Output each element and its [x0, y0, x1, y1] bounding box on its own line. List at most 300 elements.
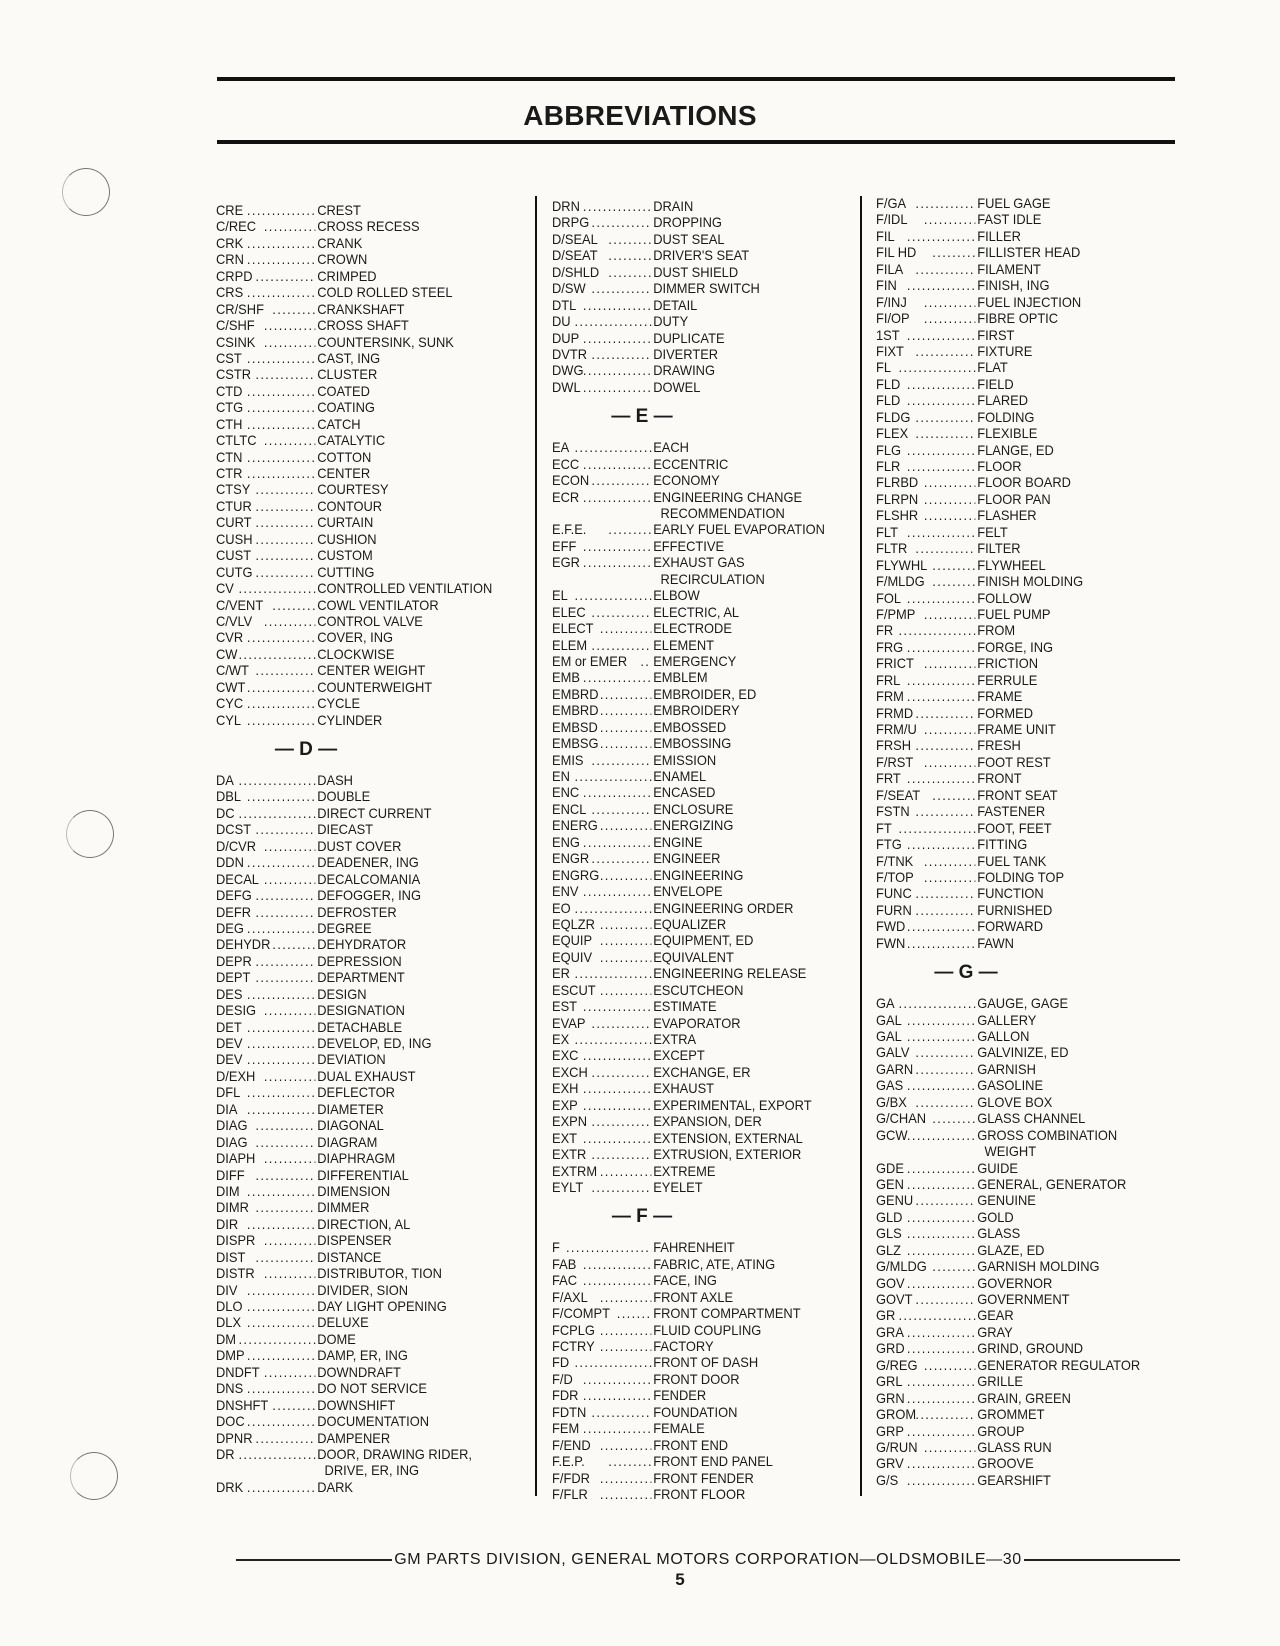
abbreviation-meaning: ENGINE — [653, 833, 703, 850]
abbreviation-entry — [216, 772, 510, 788]
dot-leader — [924, 853, 976, 869]
abbreviation-entry — [552, 949, 837, 965]
abbreviation: ESCUT — [552, 981, 596, 998]
abbreviation-entry — [552, 297, 837, 313]
abbreviation-meaning: CURTAIN — [317, 514, 374, 531]
abbreviation: CTG — [216, 399, 244, 416]
abbreviation-meaning: EMERGENCY — [653, 652, 737, 669]
dot-leader — [907, 1028, 975, 1044]
dot-leader — [247, 1380, 315, 1396]
abbreviation: DCST — [216, 821, 252, 838]
dot-leader — [600, 686, 652, 702]
abbreviation-entry — [876, 1275, 1170, 1291]
abbreviation-meaning: EXCHANGE, ER — [653, 1063, 751, 1080]
abbreviation-meaning: EQUIPMENT, ED — [653, 932, 754, 949]
abbreviation-meaning: DESIGNATION — [317, 1002, 405, 1019]
dot-leader — [600, 982, 652, 998]
dot-leader — [583, 489, 651, 505]
dot-leader — [247, 383, 315, 399]
abbreviation-meaning: GOLD — [977, 1208, 1014, 1225]
abbreviation-entry — [876, 507, 1170, 523]
abbreviation-entry — [216, 1249, 510, 1265]
abbreviation-entry — [552, 752, 837, 768]
abbreviation: ELECT — [552, 620, 594, 637]
dot-leader — [255, 366, 315, 382]
abbreviation: FDTN — [552, 1403, 587, 1420]
abbreviation-entry — [216, 284, 510, 300]
abbreviation-entry — [876, 1357, 1170, 1373]
abbreviation-entry — [876, 1324, 1170, 1340]
abbreviation: DR — [216, 1445, 235, 1462]
dot-leader — [608, 247, 651, 263]
abbreviation: FCPLG — [552, 1321, 595, 1338]
abbreviation-meaning: GENERATOR REGULATOR — [977, 1356, 1141, 1373]
abbreviation-meaning: FRAME UNIT — [977, 721, 1056, 737]
abbreviation-continuation — [216, 1462, 510, 1478]
abbreviation: G/REG — [876, 1356, 918, 1373]
abbreviation-entry — [216, 1068, 510, 1084]
abbreviation-entry — [552, 867, 837, 883]
dot-leader — [255, 268, 315, 284]
abbreviation: EXP — [552, 1096, 578, 1113]
abbreviation-meaning: GLASS RUN — [977, 1438, 1052, 1455]
abbreviation-entry — [876, 885, 1170, 901]
abbreviation-entry — [216, 465, 510, 481]
abbreviation-meaning: GUIDE — [977, 1159, 1018, 1176]
abbreviation: GAL — [876, 1011, 902, 1028]
dot-leader — [255, 904, 315, 920]
dot-leader — [600, 949, 652, 965]
abbreviation-entry — [876, 1061, 1170, 1077]
abbreviation-entry — [876, 1472, 1170, 1488]
abbreviation: CRK — [216, 234, 244, 251]
abbreviation-meaning: CYCLE — [317, 695, 361, 712]
dot-leader — [898, 622, 975, 638]
abbreviation-meaning: FELT — [977, 523, 1008, 540]
abbreviation-meaning: FRICTION — [977, 655, 1039, 672]
abbreviation-entry — [216, 871, 510, 887]
abbreviation-meaning: RECOMMENDATION — [660, 505, 785, 521]
abbreviation: CSTR — [216, 366, 252, 383]
abbreviation: DWG — [552, 362, 584, 379]
abbreviation: EQLZR — [552, 915, 595, 932]
abbreviation: DEHYDR — [216, 936, 271, 953]
abbreviation-entry — [216, 986, 510, 1002]
dot-leader — [907, 1077, 975, 1093]
dot-leader — [932, 244, 975, 260]
dot-leader — [907, 1455, 975, 1471]
section-heading: — D — — [274, 739, 338, 760]
abbreviation-entry — [216, 1347, 510, 1363]
abbreviation-entry — [876, 540, 1170, 556]
abbreviation-meaning: GARNISH — [977, 1060, 1036, 1077]
abbreviation-entry — [552, 1031, 837, 1047]
dot-leader — [583, 883, 651, 899]
dot-leader — [591, 604, 651, 620]
dot-leader — [247, 1282, 315, 1298]
abbreviation: C/VENT — [216, 596, 264, 613]
abbreviation-entry — [876, 836, 1170, 852]
abbreviation: EGR — [552, 554, 580, 571]
abbreviation-entry — [552, 719, 837, 735]
abbreviation: FLRPN — [876, 490, 919, 507]
abbreviation-meaning: FAST IDLE — [977, 211, 1042, 228]
abbreviation-entry — [216, 854, 510, 870]
abbreviation-entry — [876, 1242, 1170, 1258]
abbreviation: EX — [552, 1031, 570, 1047]
abbreviation-entry — [876, 1406, 1170, 1422]
abbreviation-entry — [876, 1176, 1170, 1192]
abbreviation-meaning: DIMENSION — [317, 1182, 391, 1199]
abbreviation-entry — [216, 218, 510, 234]
abbreviation-meaning: GASOLINE — [977, 1077, 1044, 1094]
dot-leader — [247, 1051, 315, 1067]
abbreviation-meaning: EXPANSION, DER — [653, 1113, 762, 1130]
abbreviation-entry — [552, 1420, 837, 1436]
abbreviation-entry — [876, 474, 1170, 490]
abbreviation-entry — [876, 1390, 1170, 1406]
dot-leader — [247, 1479, 315, 1495]
abbreviation-entry — [552, 702, 837, 718]
abbreviation: DLX — [216, 1314, 242, 1331]
abbreviation-entry — [552, 900, 837, 916]
abbreviation-meaning: DUTY — [653, 313, 689, 330]
abbreviation-meaning: DIVERTER — [653, 345, 719, 362]
abbreviation-meaning: FOLLOW — [977, 589, 1032, 606]
abbreviation-entry — [552, 1486, 837, 1502]
abbreviation: FRT — [876, 770, 901, 787]
dot-leader — [264, 1232, 316, 1248]
abbreviation: D/SHLD — [552, 263, 600, 280]
abbreviation-meaning: EMBOSSING — [653, 735, 732, 752]
abbreviation-meaning: FRONT SEAT — [977, 786, 1058, 803]
abbreviation-entry — [876, 770, 1170, 786]
abbreviation: GLS — [876, 1225, 902, 1242]
dot-leader — [255, 821, 315, 837]
abbreviation: CWT — [216, 678, 246, 695]
abbreviation-meaning: EARLY FUEL EVAPORATION — [653, 521, 825, 538]
dot-leader — [583, 1387, 651, 1403]
dot-leader — [907, 1340, 975, 1356]
dot-leader — [247, 854, 315, 870]
abbreviation-meaning: DISTRIBUTOR, TION — [317, 1265, 442, 1282]
abbreviation: GA — [876, 995, 895, 1012]
abbreviation: C/VLV — [216, 612, 253, 629]
abbreviation: CTLTC — [216, 432, 257, 449]
abbreviation-meaning: CUSHION — [317, 530, 377, 547]
abbreviation-meaning: FIXTURE — [977, 342, 1033, 359]
dot-leader — [924, 869, 976, 885]
abbreviation: EXCH — [552, 1063, 588, 1080]
abbreviation: DFL — [216, 1084, 241, 1101]
abbreviation-meaning: DISTANCE — [317, 1248, 382, 1265]
dot-leader — [583, 554, 651, 570]
abbreviation-meaning: GALLON — [977, 1028, 1030, 1044]
dot-leader — [600, 1163, 652, 1179]
abbreviation-entry — [876, 590, 1170, 606]
abbreviation-entry — [552, 768, 837, 784]
abbreviation-entry — [216, 1265, 510, 1281]
abbreviation-meaning: FINISH, ING — [977, 277, 1050, 294]
dot-leader — [591, 214, 651, 230]
dot-leader — [591, 1064, 651, 1080]
dot-leader — [272, 936, 315, 952]
abbreviation-entry — [216, 662, 510, 678]
abbreviation-entry — [876, 244, 1170, 260]
dot-leader — [924, 721, 976, 737]
abbreviation-meaning: GEARSHIFT — [977, 1471, 1051, 1488]
abbreviation: CURT — [216, 514, 252, 531]
abbreviation-entry — [876, 655, 1170, 671]
abbreviation-meaning: FRONT AXLE — [653, 1288, 734, 1305]
abbreviation: DIV — [216, 1281, 238, 1298]
abbreviation-entry — [552, 834, 837, 850]
abbreviation-entry — [552, 637, 837, 653]
abbreviation-meaning: COATED — [317, 382, 370, 399]
abbreviation-meaning: DOWNDRAFT — [317, 1363, 401, 1380]
dot-leader — [255, 1117, 315, 1133]
abbreviation-meaning: DEVIATION — [317, 1051, 386, 1068]
abbreviation: EXTR — [552, 1146, 587, 1163]
abbreviation-column-3 — [876, 195, 1196, 1488]
abbreviation: FIL HD — [876, 244, 917, 261]
abbreviation: DIAG — [216, 1117, 248, 1134]
abbreviation-meaning: GROSS COMBINATION — [977, 1126, 1118, 1143]
abbreviation-meaning: EACH — [653, 439, 689, 456]
abbreviation-meaning: DAMPENER — [317, 1429, 391, 1446]
abbreviation-entry — [216, 432, 510, 448]
abbreviation: FLD — [876, 375, 901, 392]
abbreviation-meaning: DEFLECTOR — [317, 1084, 395, 1101]
abbreviation: CTN — [216, 448, 243, 465]
abbreviation-entry — [216, 1430, 510, 1446]
abbreviation-meaning: CUTTING — [317, 563, 375, 580]
abbreviation: C/SHF — [216, 317, 255, 334]
abbreviation-meaning: FACTORY — [653, 1338, 714, 1354]
dot-leader — [247, 350, 315, 366]
abbreviation-meaning: GROUP — [977, 1422, 1025, 1439]
dot-leader — [617, 1305, 652, 1321]
abbreviation: GR — [876, 1307, 896, 1324]
abbreviation-meaning: COTTON — [317, 448, 372, 465]
dot-leader — [907, 524, 975, 540]
dot-leader — [907, 1390, 975, 1406]
abbreviation: FL — [876, 359, 892, 376]
abbreviation: CTUR — [216, 497, 252, 514]
abbreviation-entry — [876, 195, 1170, 211]
dot-leader — [566, 1239, 651, 1255]
abbreviation: EMBRD — [552, 702, 599, 719]
abbreviation-meaning: FINISH MOLDING — [977, 573, 1084, 590]
abbreviation: FIXT — [876, 342, 904, 359]
abbreviation-entry — [876, 524, 1170, 540]
dot-leader — [255, 969, 315, 985]
abbreviation-entry — [552, 850, 837, 866]
abbreviation-entry — [552, 247, 837, 263]
abbreviation-entry — [552, 1371, 837, 1387]
abbreviation: FRSH — [876, 737, 912, 754]
dot-leader — [915, 902, 975, 918]
abbreviation-entry — [552, 313, 837, 329]
abbreviation-entry — [216, 498, 510, 514]
binder-hole-top — [62, 168, 110, 216]
abbreviation-meaning: RECIRCULATION — [660, 570, 765, 587]
abbreviation-entry — [876, 343, 1170, 359]
dot-leader — [255, 498, 315, 514]
abbreviation-entry — [876, 639, 1170, 655]
abbreviation: CYC — [216, 695, 244, 712]
abbreviation-meaning: FITTING — [977, 836, 1028, 853]
abbreviation-entry — [552, 1289, 837, 1305]
abbreviation-entry — [876, 1077, 1170, 1093]
abbreviation: ENV — [552, 883, 579, 900]
abbreviation-meaning: FORWARD — [977, 918, 1044, 935]
abbreviation-meaning: ENGINEERING RELEASE — [653, 965, 807, 982]
abbreviation: FEM — [552, 1420, 580, 1437]
abbreviation-entry — [216, 1282, 510, 1298]
abbreviation-entry — [552, 456, 837, 472]
abbreviation-entry — [216, 904, 510, 920]
abbreviation-entry — [216, 1051, 510, 1067]
abbreviation-meaning: ELECTRODE — [653, 620, 732, 637]
page-number: 5 — [675, 1570, 685, 1589]
abbreviation: G/RUN — [876, 1438, 918, 1455]
abbreviation: DRPG — [552, 214, 590, 231]
abbreviation-meaning: ENCASED — [653, 784, 716, 801]
abbreviation-entry — [876, 606, 1170, 622]
abbreviation: ECC — [552, 455, 580, 472]
abbreviation-entry — [552, 965, 837, 981]
dot-leader — [924, 211, 976, 227]
dot-leader — [247, 416, 315, 432]
dot-leader — [915, 261, 975, 277]
abbreviation: DNDFT — [216, 1363, 260, 1380]
abbreviation: GAS — [876, 1077, 904, 1094]
abbreviation-meaning: ELEMENT — [653, 636, 715, 653]
abbreviation-meaning: CONTOUR — [317, 497, 383, 514]
abbreviation: F/MLDG — [876, 573, 925, 590]
abbreviation: DLO — [216, 1298, 243, 1314]
dot-leader — [600, 916, 652, 932]
abbreviation-entry — [216, 1134, 510, 1150]
abbreviation-entry — [876, 1307, 1170, 1323]
abbreviation: DEPT — [216, 969, 251, 986]
abbreviation-meaning: FORGE, ING — [977, 638, 1054, 655]
abbreviation-meaning: FRONT OF DASH — [653, 1354, 759, 1371]
abbreviation-entry — [216, 712, 510, 728]
abbreviation-meaning: CLUSTER — [317, 366, 378, 383]
abbreviation: DIMR — [216, 1199, 249, 1216]
abbreviation-entry — [552, 1437, 837, 1453]
dot-leader — [907, 1373, 975, 1389]
dot-leader — [915, 1061, 975, 1077]
abbreviation-meaning: DEHYDRATOR — [317, 936, 407, 953]
abbreviation: ENC — [552, 784, 580, 801]
abbreviation-meaning: DUPLICATE — [653, 329, 725, 346]
abbreviation: G/MLDG — [876, 1258, 927, 1275]
abbreviation: CRE — [216, 202, 244, 218]
abbreviation: F/IDL — [876, 211, 908, 228]
abbreviation-entry — [216, 1364, 510, 1380]
abbreviation-entry — [216, 1117, 510, 1133]
abbreviation-meaning: COLD ROLLED STEEL — [317, 284, 453, 301]
dot-leader — [608, 1453, 651, 1469]
abbreviation-meaning: FUNCTION — [977, 885, 1044, 902]
abbreviation-continuation — [552, 571, 837, 587]
abbreviation-meaning: FLOOR PAN — [977, 490, 1051, 507]
abbreviation-entry — [876, 442, 1170, 458]
abbreviation: FURN — [876, 901, 912, 918]
abbreviation-meaning: GAUGE, GAGE — [977, 995, 1069, 1012]
abbreviation-entry — [552, 1305, 837, 1321]
abbreviation: CW — [216, 645, 238, 662]
abbreviation-meaning: FLASHER — [977, 507, 1037, 524]
abbreviation-entry — [216, 547, 510, 563]
abbreviation-entry — [552, 538, 837, 554]
abbreviation-entry — [216, 969, 510, 985]
abbreviation: EXPN — [552, 1113, 588, 1130]
abbreviation-entry — [876, 1291, 1170, 1307]
abbreviation: DMP — [216, 1347, 245, 1364]
abbreviation: DIM — [216, 1182, 240, 1199]
abbreviation-meaning: ESCUTCHEON — [653, 981, 744, 998]
abbreviation-meaning: FLYWHEEL — [977, 556, 1046, 573]
abbreviation-entry — [216, 564, 510, 580]
abbreviation-entry — [216, 301, 510, 317]
dot-leader — [583, 1256, 651, 1272]
abbreviation: FTG — [876, 836, 902, 853]
abbreviation-meaning: ELBOW — [653, 587, 700, 604]
dot-leader — [264, 1068, 316, 1084]
abbreviation-meaning: CRIMPED — [317, 267, 377, 284]
dot-leader — [264, 218, 316, 234]
abbreviation: DRN — [552, 198, 580, 214]
abbreviation-entry — [216, 1216, 510, 1232]
abbreviation-entry — [552, 669, 837, 685]
abbreviation: GARN — [876, 1060, 914, 1077]
abbreviation: CUSH — [216, 530, 253, 547]
abbreviation-entry — [216, 1019, 510, 1035]
dot-leader — [247, 235, 315, 251]
abbreviation-entry — [552, 653, 837, 669]
dot-leader — [907, 1160, 975, 1176]
abbreviation: DET — [216, 1018, 242, 1035]
abbreviation-entry — [876, 277, 1170, 293]
dot-leader — [600, 1486, 652, 1502]
dot-leader — [600, 1338, 652, 1354]
dot-leader — [272, 301, 315, 317]
dot-leader — [247, 251, 315, 267]
abbreviation: DECAL — [216, 870, 259, 887]
abbreviation: DISTR — [216, 1265, 255, 1282]
abbreviation-entry — [552, 1130, 837, 1146]
abbreviation-entry — [552, 982, 837, 998]
abbreviation: GLD — [876, 1208, 903, 1225]
dot-leader — [255, 547, 315, 563]
abbreviation-meaning: FACE, ING — [653, 1272, 717, 1289]
abbreviation: F/TOP — [876, 868, 914, 885]
abbreviation: GROM — [876, 1406, 917, 1423]
section-heading: — F — — [611, 1206, 673, 1228]
dot-leader — [591, 752, 651, 768]
abbreviation-meaning: GRAY — [977, 1323, 1013, 1340]
abbreviation: D/CVR — [216, 837, 257, 854]
abbreviation-entry — [876, 995, 1170, 1011]
abbreviation-meaning: FRAME — [977, 688, 1023, 705]
dot-leader — [255, 1430, 315, 1446]
dot-leader — [574, 1354, 651, 1370]
abbreviation-meaning: DIMMER SWITCH — [653, 280, 760, 297]
